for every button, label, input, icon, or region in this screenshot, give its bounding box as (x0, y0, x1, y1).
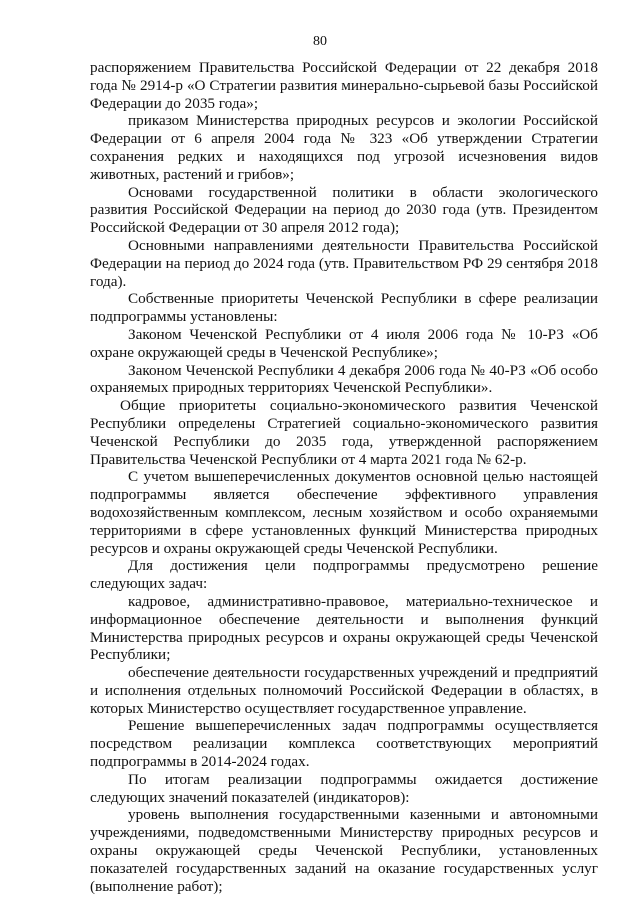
paragraph-own-priorities: Собственные приоритеты Чеченской Республики в сфере реализации подпрограммы установлены: (90, 290, 598, 326)
paragraph-task-staffing: кадровое, административно-правовое, материально-техническое и информационное обеспечение деятельности и выполнения функций Министерства природных ресурсов и охраны окружающей среды Чеченской Республики; (90, 592, 598, 664)
paragraph-ecology-policy: Основами государственной политики в области экологического развития Российской Федерации на период до 2030 года (утв. Президентом Российской Федерации от 30 апреля 2012 года); (90, 183, 598, 237)
paragraph-law-protected-areas: Законом Чеченской Республики 4 декабря 2006 года № 40-РЗ «Об особо охраняемых природных территориях Чеченской Республики». (90, 361, 598, 397)
paragraph-strategy-mineral: распоряжением Правительства Российской Федерации от 22 декабря 2018 года № 2914-р «О Стратегии развития минерально-сырьевой базы Российской Федерации до 2035 года»; (90, 59, 598, 112)
paragraph-tasks-solution: Решение вышеперечисленных задач подпрограммы осуществляется посредством реализации комплекса соответствующих мероприятий подпрограммы в 2014-2024 годах. (90, 717, 598, 771)
paragraph-order-ministry: приказом Министерства природных ресурсов и экологии Российской Федерации от 6 апреля 2004 года № 323 «Об утверждении Стратегии сохранения редких и находящихся под угрозой исчезновения видов животных, растений и грибов»; (90, 112, 598, 183)
paragraph-government-directions: Основными направлениями деятельности Правительства Российской Федерации на период до 2024 года (утв. Правительством РФ 29 сентября 2018 года). (90, 236, 598, 290)
paragraph-tasks-intro: Для достижения цели подпрограммы предусмотрено решение следующих задач: (90, 557, 598, 593)
paragraph-task-institutions: обеспечение деятельности государственных учреждений и предприятий и исполнения отдельных полномочий Российской Федерации в областях, в которых Министерство осуществляет государственное управление. (90, 664, 598, 717)
document-body (90, 59, 598, 895)
paragraph-main-goal: С учетом вышеперечисленных документов основной целью настоящей подпрограммы является обеспечение эффективного управления водохозяйственным комплексом, лесным хозяйством и особо охраняемыми территориями в сфере установленных функций Министерства природных ресурсов и охраны окружающей среды Чеченской Республики. (90, 468, 598, 557)
paragraph-indicator-level: уровень выполнения государственными казенными и автономными учреждениями, подведомственными Министерству природных ресурсов и охраны окружающей среды Чеченской Республики, установленных показателей государственных заданий на оказание государственных услуг (выполнение работ); (90, 806, 598, 895)
paragraph-expected-results: По итогам реализации подпрограммы ожидается достижение следующих значений показателей (индикаторов): (90, 770, 598, 806)
paragraph-law-environment: Законом Чеченской Республики от 4 июля 2006 года № 10-РЗ «Об охране окружающей среды в Чеченской Республике»; (90, 325, 598, 361)
paragraph-general-priorities: Общие приоритеты социально-экономического развития Чеченской Республики определены Стратегией социально-экономического развития Чеченской Республики до 2035 года, утвержденной распоряжением Правительства Чеченской Республики от 4 марта 2021 года № 62-р. (90, 397, 598, 468)
page-number: 80 (313, 34, 327, 49)
